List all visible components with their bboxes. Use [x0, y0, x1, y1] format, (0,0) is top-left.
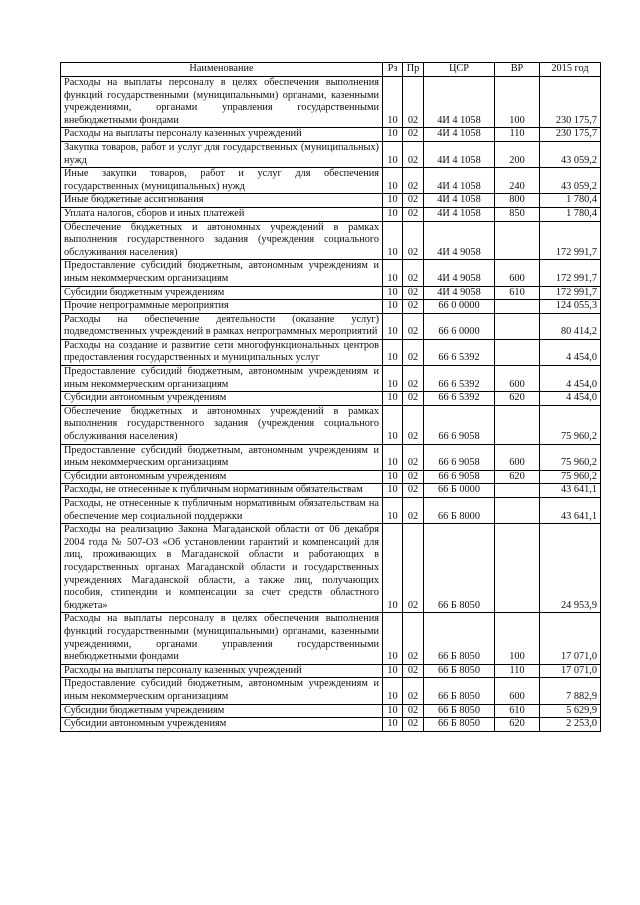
table-row	[61, 470, 601, 484]
cell-pr: 02	[403, 524, 424, 613]
cell-name: Предоставление субсидий бюджетным, автономным учреждениям и иным некоммерческим организациям	[61, 444, 383, 470]
cell-amount: 2 253,0	[540, 718, 601, 732]
cell-rz: 10	[383, 470, 403, 484]
cell-rz: 10	[383, 300, 403, 314]
cell-name: Расходы на выплаты персоналу казенных учреждений	[61, 664, 383, 678]
cell-pr: 02	[403, 444, 424, 470]
cell-csr: 66 Б 8000	[424, 498, 495, 524]
cell-vr: 100	[495, 77, 540, 128]
cell-amount: 5 629,9	[540, 704, 601, 718]
cell-rz: 10	[383, 498, 403, 524]
cell-amount: 17 071,0	[540, 664, 601, 678]
cell-vr	[495, 498, 540, 524]
cell-rz: 10	[383, 405, 403, 444]
cell-csr: 66 6 5392	[424, 392, 495, 406]
cell-name: Предоставление субсидий бюджетным, автономным учреждениям и иным некоммерческим организациям	[61, 366, 383, 392]
cell-name: Субсидии бюджетным учреждениям	[61, 704, 383, 718]
cell-name: Предоставление субсидий бюджетным, автономным учреждениям и иным некоммерческим организациям	[61, 260, 383, 286]
cell-amount: 172 991,7	[540, 221, 601, 260]
table-row	[61, 221, 601, 260]
table-row	[61, 484, 601, 498]
table-row	[61, 339, 601, 365]
cell-vr: 110	[495, 664, 540, 678]
table-row	[61, 141, 601, 167]
cell-rz: 10	[383, 168, 403, 194]
cell-rz: 10	[383, 613, 403, 664]
table-row	[61, 664, 601, 678]
header-rz: Рз	[383, 63, 403, 77]
cell-amount: 43 641,1	[540, 498, 601, 524]
cell-csr: 66 6 0000	[424, 313, 495, 339]
cell-vr: 610	[495, 704, 540, 718]
cell-amount: 43 641,1	[540, 484, 601, 498]
cell-vr	[495, 524, 540, 613]
cell-rz: 10	[383, 664, 403, 678]
cell-pr: 02	[403, 141, 424, 167]
cell-csr: 4И 4 9058	[424, 221, 495, 260]
header-name: Наименование	[61, 63, 383, 77]
cell-amount: 75 960,2	[540, 444, 601, 470]
cell-rz: 10	[383, 718, 403, 732]
cell-pr: 02	[403, 221, 424, 260]
header-vr: ВР	[495, 63, 540, 77]
cell-vr	[495, 484, 540, 498]
cell-pr: 02	[403, 260, 424, 286]
cell-name: Расходы на обеспечение деятельности (оказание услуг) подведомственных учреждений в рамках непрограммных мероприятий	[61, 313, 383, 339]
cell-rz: 10	[383, 194, 403, 208]
cell-rz: 10	[383, 678, 403, 704]
cell-pr: 02	[403, 718, 424, 732]
cell-pr: 02	[403, 704, 424, 718]
table-row	[61, 392, 601, 406]
cell-amount: 7 882,9	[540, 678, 601, 704]
cell-csr: 4И 4 1058	[424, 77, 495, 128]
cell-rz: 10	[383, 484, 403, 498]
cell-name: Расходы, не отнесенные к публичным нормативным обязательствам на обеспечение мер социальной поддержки	[61, 498, 383, 524]
cell-csr: 66 Б 8050	[424, 664, 495, 678]
cell-vr: 110	[495, 128, 540, 142]
cell-amount: 4 454,0	[540, 366, 601, 392]
cell-rz: 10	[383, 339, 403, 365]
cell-pr: 02	[403, 128, 424, 142]
cell-rz: 10	[383, 128, 403, 142]
table-row	[61, 128, 601, 142]
cell-pr: 02	[403, 168, 424, 194]
cell-name: Закупка товаров, работ и услуг для государственных (муниципальных) нужд	[61, 141, 383, 167]
cell-csr: 66 Б 8050	[424, 613, 495, 664]
cell-csr: 66 6 5392	[424, 366, 495, 392]
cell-amount: 172 991,7	[540, 286, 601, 300]
cell-pr: 02	[403, 498, 424, 524]
table-row	[61, 613, 601, 664]
cell-amount: 1 780,4	[540, 207, 601, 221]
cell-pr: 02	[403, 313, 424, 339]
cell-csr: 66 0 0000	[424, 300, 495, 314]
cell-amount: 75 960,2	[540, 470, 601, 484]
cell-pr: 02	[403, 405, 424, 444]
cell-pr: 02	[403, 207, 424, 221]
cell-vr	[495, 221, 540, 260]
table-row	[61, 300, 601, 314]
cell-amount: 124 055,3	[540, 300, 601, 314]
cell-vr	[495, 339, 540, 365]
cell-csr: 66 6 9058	[424, 444, 495, 470]
header-csr: ЦСР	[424, 63, 495, 77]
cell-name: Расходы, не отнесенные к публичным нормативным обязательствам	[61, 484, 383, 498]
cell-name: Расходы на реализацию Закона Магаданской области от 06 декабря 2004 года № 507-ОЗ «Об установлении гарантий и компенсаций для лиц, проживающих в Магаданской области и работающих в государственных органах Магаданской области и государственных учреждениях Магаданской области, а также лиц, получающих пособия, стипендии и компенсации за счет средств областного бюджета»	[61, 524, 383, 613]
cell-pr: 02	[403, 339, 424, 365]
cell-amount: 230 175,7	[540, 128, 601, 142]
cell-csr: 4И 4 1058	[424, 168, 495, 194]
table-row	[61, 260, 601, 286]
cell-vr	[495, 405, 540, 444]
cell-pr: 02	[403, 484, 424, 498]
cell-amount: 75 960,2	[540, 405, 601, 444]
cell-vr: 620	[495, 718, 540, 732]
cell-rz: 10	[383, 141, 403, 167]
table-row	[61, 498, 601, 524]
cell-vr: 200	[495, 141, 540, 167]
cell-name: Расходы на выплаты персоналу в целях обеспечения выполнения функций государственными (муниципальными) органами, казенными учреждениями, органами управления государственными внебюджетными фондами	[61, 613, 383, 664]
cell-name: Иные бюджетные ассигнования	[61, 194, 383, 208]
cell-vr: 600	[495, 260, 540, 286]
cell-rz: 10	[383, 392, 403, 406]
cell-csr: 4И 4 1058	[424, 207, 495, 221]
cell-vr: 620	[495, 470, 540, 484]
cell-csr: 4И 4 1058	[424, 141, 495, 167]
cell-name: Уплата налогов, сборов и иных платежей	[61, 207, 383, 221]
cell-csr: 66 Б 8050	[424, 718, 495, 732]
cell-name: Предоставление субсидий бюджетным, автономным учреждениям и иным некоммерческим организациям	[61, 678, 383, 704]
table-row	[61, 207, 601, 221]
cell-name: Иные закупки товаров, работ и услуг для обеспечения государственных (муниципальных) нужд	[61, 168, 383, 194]
table-row	[61, 405, 601, 444]
cell-rz: 10	[383, 313, 403, 339]
cell-pr: 02	[403, 286, 424, 300]
cell-name: Прочие непрограммные мероприятия	[61, 300, 383, 314]
cell-rz: 10	[383, 366, 403, 392]
cell-name: Расходы на выплаты персоналу казенных учреждений	[61, 128, 383, 142]
header-pr: Пр	[403, 63, 424, 77]
cell-pr: 02	[403, 470, 424, 484]
cell-rz: 10	[383, 524, 403, 613]
table-row	[61, 704, 601, 718]
cell-rz: 10	[383, 221, 403, 260]
cell-csr: 4И 4 9058	[424, 260, 495, 286]
table-row	[61, 366, 601, 392]
cell-name: Обеспечение бюджетных и автономных учреждений в рамках выполнения государственного задания (учреждения социального обслуживания населения)	[61, 221, 383, 260]
table-row	[61, 678, 601, 704]
cell-rz: 10	[383, 444, 403, 470]
cell-amount: 4 454,0	[540, 392, 601, 406]
cell-pr: 02	[403, 613, 424, 664]
cell-csr: 66 6 9058	[424, 405, 495, 444]
cell-vr: 600	[495, 444, 540, 470]
cell-csr: 4И 4 1058	[424, 128, 495, 142]
cell-name: Расходы на создание и развитие сети многофункциональных центров предоставления государственных и муниципальных услуг	[61, 339, 383, 365]
cell-amount: 80 414,2	[540, 313, 601, 339]
cell-name: Субсидии автономным учреждениям	[61, 718, 383, 732]
table-row	[61, 444, 601, 470]
table-row	[61, 168, 601, 194]
cell-csr: 66 6 5392	[424, 339, 495, 365]
cell-pr: 02	[403, 366, 424, 392]
cell-vr: 240	[495, 168, 540, 194]
cell-vr	[495, 300, 540, 314]
cell-amount: 172 991,7	[540, 260, 601, 286]
cell-amount: 24 953,9	[540, 524, 601, 613]
table-row	[61, 313, 601, 339]
table-row	[61, 718, 601, 732]
cell-amount: 1 780,4	[540, 194, 601, 208]
cell-rz: 10	[383, 704, 403, 718]
cell-name: Обеспечение бюджетных и автономных учреждений в рамках выполнения государственного задания (учреждения социального обслуживания населения)	[61, 405, 383, 444]
cell-pr: 02	[403, 678, 424, 704]
cell-rz: 10	[383, 207, 403, 221]
cell-rz: 10	[383, 286, 403, 300]
cell-amount: 43 059,2	[540, 141, 601, 167]
cell-pr: 02	[403, 392, 424, 406]
cell-csr: 4И 4 1058	[424, 194, 495, 208]
cell-amount: 230 175,7	[540, 77, 601, 128]
cell-pr: 02	[403, 300, 424, 314]
cell-csr: 66 Б 8050	[424, 678, 495, 704]
cell-rz: 10	[383, 260, 403, 286]
cell-vr: 800	[495, 194, 540, 208]
cell-vr: 100	[495, 613, 540, 664]
budget-table	[60, 62, 601, 732]
cell-vr: 620	[495, 392, 540, 406]
cell-pr: 02	[403, 194, 424, 208]
cell-csr: 66 Б 8050	[424, 524, 495, 613]
header-amount: 2015 год	[540, 63, 601, 77]
cell-name: Субсидии бюджетным учреждениям	[61, 286, 383, 300]
cell-vr: 610	[495, 286, 540, 300]
table-row	[61, 524, 601, 613]
cell-vr	[495, 313, 540, 339]
cell-csr: 66 Б 0000	[424, 484, 495, 498]
cell-vr: 850	[495, 207, 540, 221]
cell-rz: 10	[383, 77, 403, 128]
cell-name: Субсидии автономным учреждениям	[61, 392, 383, 406]
cell-pr: 02	[403, 664, 424, 678]
cell-name: Расходы на выплаты персоналу в целях обеспечения выполнения функций государственными (муниципальными) органами, казенными учреждениями, органами управления государственными внебюджетными фондами	[61, 77, 383, 128]
cell-csr: 4И 4 9058	[424, 286, 495, 300]
table-row	[61, 194, 601, 208]
table-row	[61, 77, 601, 128]
cell-pr: 02	[403, 77, 424, 128]
table-row	[61, 286, 601, 300]
cell-vr: 600	[495, 366, 540, 392]
cell-vr: 600	[495, 678, 540, 704]
table-header-row	[61, 63, 601, 77]
cell-amount: 43 059,2	[540, 168, 601, 194]
cell-amount: 17 071,0	[540, 613, 601, 664]
cell-name: Субсидии автономным учреждениям	[61, 470, 383, 484]
cell-csr: 66 Б 8050	[424, 704, 495, 718]
cell-csr: 66 6 9058	[424, 470, 495, 484]
cell-amount: 4 454,0	[540, 339, 601, 365]
